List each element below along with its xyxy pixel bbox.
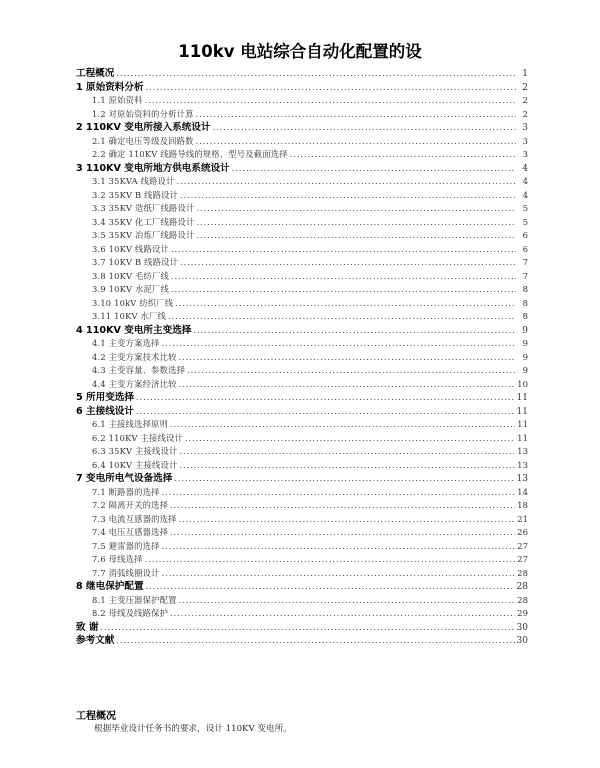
toc-entry[interactable] — [76, 499, 528, 513]
toc-entry-label: 6.2 110KV 主接线设计 — [92, 432, 183, 443]
table-of-contents — [76, 67, 528, 648]
toc-page-number: 1 — [522, 69, 528, 79]
toc-entry[interactable] — [76, 526, 528, 540]
toc-entry-label: 8.1 主变压器保护配置 — [92, 594, 177, 605]
toc-entry[interactable] — [76, 81, 528, 95]
toc-leader-dots — [170, 418, 515, 432]
toc-entry-label: 3.5 35KV 冶炼厂线路设计 — [92, 230, 195, 240]
toc-page-number: 9 — [522, 325, 528, 336]
toc-page-number: 7 — [522, 258, 528, 268]
toc-page-number: 11 — [517, 420, 528, 430]
toc-entry-label: 6.4 10KV 主接线设计 — [92, 459, 178, 470]
toc-entry[interactable] — [76, 459, 528, 473]
toc-entry-label: 参考文献 — [76, 635, 115, 646]
toc-page-number: 18 — [517, 501, 528, 511]
toc-page-number: 30 — [516, 622, 528, 633]
toc-leader-dots — [116, 634, 514, 648]
toc-leader-dots — [171, 270, 516, 284]
toc-entry-label: 2.2 确定 110KV 线路导线的规格、型号及截面选择 — [92, 149, 288, 159]
toc-entry-label: 3.9 10KV 水泥厂线 — [92, 284, 170, 294]
toc-leader-dots — [179, 594, 516, 608]
toc-entry[interactable] — [76, 391, 528, 405]
toc-entry-label: 2.1 确定电压等级及回路数 — [92, 135, 194, 146]
toc-entry-label: 6 主接线设计 — [76, 405, 134, 417]
toc-entry-label: 工程概况 — [76, 68, 115, 79]
toc-leader-dots — [116, 67, 516, 81]
toc-entry-label: 8.2 母线及线路保护 — [92, 608, 169, 618]
toc-entry[interactable] — [76, 162, 528, 176]
toc-leader-dots — [162, 486, 516, 500]
toc-leader-dots — [171, 243, 516, 257]
toc-leader-dots — [174, 472, 514, 486]
toc-leader-dots — [213, 121, 516, 135]
toc-leader-dots — [197, 229, 517, 243]
toc-entry-label: 7.6 母线选择 — [92, 554, 143, 564]
toc-page-number: 4 — [522, 177, 528, 187]
toc-leader-dots — [179, 378, 516, 392]
toc-entry[interactable] — [76, 108, 528, 122]
toc-entry[interactable] — [76, 202, 528, 216]
toc-leader-dots — [179, 351, 516, 365]
toc-entry-label: 致 谢 — [76, 621, 99, 633]
toc-leader-dots — [196, 135, 516, 149]
toc-leader-dots — [177, 175, 516, 189]
toc-entry[interactable] — [76, 297, 528, 311]
toc-entry[interactable] — [76, 634, 528, 648]
toc-page-number: 8 — [522, 312, 528, 322]
toc-entry-label: 7.1 断路器的选择 — [92, 486, 160, 497]
toc-page-number: 9 — [522, 366, 528, 376]
toc-entry-label: 3.11 10KV 水厂线 — [92, 311, 166, 321]
toc-entry[interactable] — [76, 189, 528, 203]
toc-entry-label: 7.4 电压互感器选择 — [92, 527, 169, 537]
toc-page-number: 3 — [522, 123, 528, 133]
toc-entry[interactable] — [76, 540, 528, 554]
toc-leader-dots — [146, 81, 516, 95]
toc-entry-label: 3.3 35KV 造纸厂线路设计 — [92, 203, 195, 213]
toc-entry[interactable] — [76, 337, 528, 351]
toc-entry[interactable] — [76, 621, 528, 635]
toc-page-number: 6 — [522, 244, 528, 255]
toc-page-number: 13 — [516, 474, 528, 484]
toc-leader-dots — [232, 162, 516, 176]
toc-entry-label: 7.2 隔离开关的选择 — [92, 500, 169, 510]
toc-entry[interactable] — [76, 324, 528, 338]
toc-page-number: 28 — [516, 582, 528, 592]
toc-leader-dots — [136, 405, 515, 419]
toc-entry[interactable] — [76, 432, 528, 446]
toc-leader-dots — [180, 256, 516, 270]
toc-page-number: 11 — [517, 433, 528, 444]
toc-entry[interactable] — [76, 580, 528, 594]
toc-page-number: 6 — [522, 231, 528, 241]
toc-entry-label: 3 110KV 变电所地方供电系统设计 — [76, 162, 230, 174]
toc-entry[interactable] — [76, 486, 528, 500]
toc-page-number: 27 — [517, 555, 528, 565]
toc-page-number: 26 — [517, 528, 528, 538]
toc-leader-dots — [101, 621, 515, 635]
toc-page-number: 29 — [517, 609, 528, 619]
toc-entry-label: 5 所用变选择 — [76, 392, 134, 403]
toc-leader-dots — [290, 148, 516, 162]
toc-entry-label: 8 继电保护配置 — [76, 581, 144, 592]
toc-entry-label: 1.2 对原始资料的分析计算 — [92, 108, 194, 119]
toc-entry[interactable] — [76, 216, 528, 230]
toc-leader-dots — [162, 540, 516, 554]
toc-entry-label: 4.3 主变容量、参数选择 — [92, 365, 186, 375]
toc-page-number: 11 — [516, 406, 528, 417]
toc-leader-dots — [197, 216, 517, 230]
toc-entry[interactable] — [76, 418, 528, 432]
section-body-text: 根据毕业设计任务书的要求，设计 110KV 变电所。 — [94, 724, 292, 734]
toc-entry-label: 3.2 35KV B 线路设计 — [92, 189, 179, 200]
toc-entry-label: 7 变电所电气设备选择 — [76, 473, 173, 484]
toc-entry[interactable] — [76, 472, 528, 486]
toc-entry-label: 7.7 消弧线圈设计 — [92, 567, 160, 578]
toc-leader-dots — [171, 283, 516, 297]
toc-page-number: 8 — [522, 285, 528, 295]
toc-entry[interactable] — [76, 364, 528, 378]
toc-entry[interactable] — [76, 310, 528, 324]
toc-entry[interactable] — [76, 553, 528, 567]
toc-entry-label: 3.1 35KVA 线路设计 — [92, 176, 175, 186]
toc-entry[interactable] — [76, 243, 528, 257]
toc-entry[interactable] — [76, 283, 528, 297]
toc-page-number: 21 — [517, 514, 528, 525]
toc-page-number: 10 — [517, 379, 528, 390]
toc-entry[interactable] — [76, 445, 528, 459]
toc-entry-label: 4.1 主变方案选择 — [92, 338, 160, 348]
toc-page-number: 4 — [522, 190, 528, 201]
toc-entry[interactable] — [76, 94, 528, 108]
toc-entry-label: 4.2 主变方案技术比较 — [92, 351, 177, 362]
toc-leader-dots — [168, 310, 516, 324]
toc-entry[interactable] — [76, 405, 528, 419]
toc-entry-label: 4 110KV 变电所主变选择 — [76, 324, 192, 336]
toc-leader-dots — [180, 459, 516, 473]
toc-page-number: 4 — [522, 163, 528, 174]
toc-entry[interactable] — [76, 121, 528, 135]
toc-entry[interactable] — [76, 229, 528, 243]
toc-page-number: 7 — [522, 271, 528, 282]
toc-leader-dots — [162, 567, 516, 581]
toc-leader-dots — [187, 364, 516, 378]
toc-entry[interactable] — [76, 67, 528, 81]
document-title: 110kv 电站综合自动化配置的设 — [178, 42, 422, 61]
toc-entry-label: 3.10 10kV 纺织厂线 — [92, 297, 174, 308]
toc-leader-dots — [145, 553, 516, 567]
toc-entry[interactable] — [76, 148, 528, 162]
toc-leader-dots — [196, 108, 516, 122]
toc-leader-dots — [175, 297, 516, 311]
toc-leader-dots — [179, 513, 516, 527]
toc-entry[interactable] — [76, 175, 528, 189]
toc-leader-dots — [180, 189, 516, 203]
toc-entry[interactable] — [76, 135, 528, 149]
toc-entry-label: 3.7 10KV B 线路设计 — [92, 257, 179, 267]
toc-leader-dots — [146, 580, 515, 594]
toc-page-number: 13 — [517, 447, 528, 457]
toc-entry-label: 3.4 35KV 化工厂线路设计 — [92, 216, 195, 227]
toc-leader-dots — [170, 526, 515, 540]
toc-entry-label: 1 原始资料分析 — [76, 81, 144, 93]
toc-entry-label: 3.6 10KV 线路设计 — [92, 243, 170, 254]
toc-page-number: 14 — [517, 487, 528, 498]
toc-page-number: 27 — [517, 541, 528, 552]
toc-entry[interactable] — [76, 378, 528, 392]
toc-entry[interactable] — [76, 256, 528, 270]
toc-entry-label: 1.1 原始资料 — [92, 95, 143, 105]
toc-page-number: 3 — [522, 136, 528, 147]
toc-page-number: 2 — [522, 109, 528, 120]
toc-page-number: 2 — [522, 82, 528, 93]
toc-leader-dots — [145, 94, 516, 108]
toc-page-number: 5 — [522, 204, 528, 214]
toc-entry[interactable] — [76, 607, 528, 621]
section-heading: 工程概况 — [76, 711, 116, 722]
toc-entry[interactable] — [76, 594, 528, 608]
toc-entry-label: 6.3 35KV 主接线设计 — [92, 446, 178, 456]
toc-page-number: 13 — [517, 460, 528, 471]
toc-leader-dots — [180, 445, 516, 459]
toc-page-number: 5 — [522, 217, 528, 228]
toc-page-number: 8 — [522, 298, 528, 309]
toc-entry-label: 7.5 避雷器的选择 — [92, 540, 160, 551]
toc-leader-dots — [170, 607, 515, 621]
toc-entry-label: 4.4 主变方案经济比较 — [92, 378, 177, 389]
toc-leader-dots — [193, 324, 516, 338]
toc-entry-label: 3.8 10KV 毛纺厂线 — [92, 270, 170, 281]
toc-page-number: 11 — [516, 393, 528, 403]
toc-leader-dots — [162, 337, 516, 351]
toc-page-number: 28 — [517, 568, 528, 579]
toc-entry[interactable] — [76, 351, 528, 365]
toc-leader-dots — [197, 202, 517, 216]
toc-page-number: 2 — [522, 96, 528, 106]
toc-page-number: 30 — [516, 636, 528, 646]
toc-entry-label: 2 110KV 变电所接入系统设计 — [76, 122, 211, 133]
toc-leader-dots — [170, 499, 515, 513]
toc-entry[interactable] — [76, 513, 528, 527]
toc-entry[interactable] — [76, 270, 528, 284]
toc-page-number: 28 — [517, 595, 528, 606]
toc-entry-label: 6.1 主接线选择原则 — [92, 419, 169, 429]
toc-leader-dots — [185, 432, 515, 446]
toc-entry[interactable] — [76, 567, 528, 581]
toc-entry-label: 7.3 电流互感器的选择 — [92, 513, 177, 524]
toc-leader-dots — [136, 391, 515, 405]
toc-page-number: 9 — [522, 339, 528, 349]
toc-page-number: 3 — [522, 150, 528, 160]
toc-page-number: 9 — [522, 352, 528, 363]
